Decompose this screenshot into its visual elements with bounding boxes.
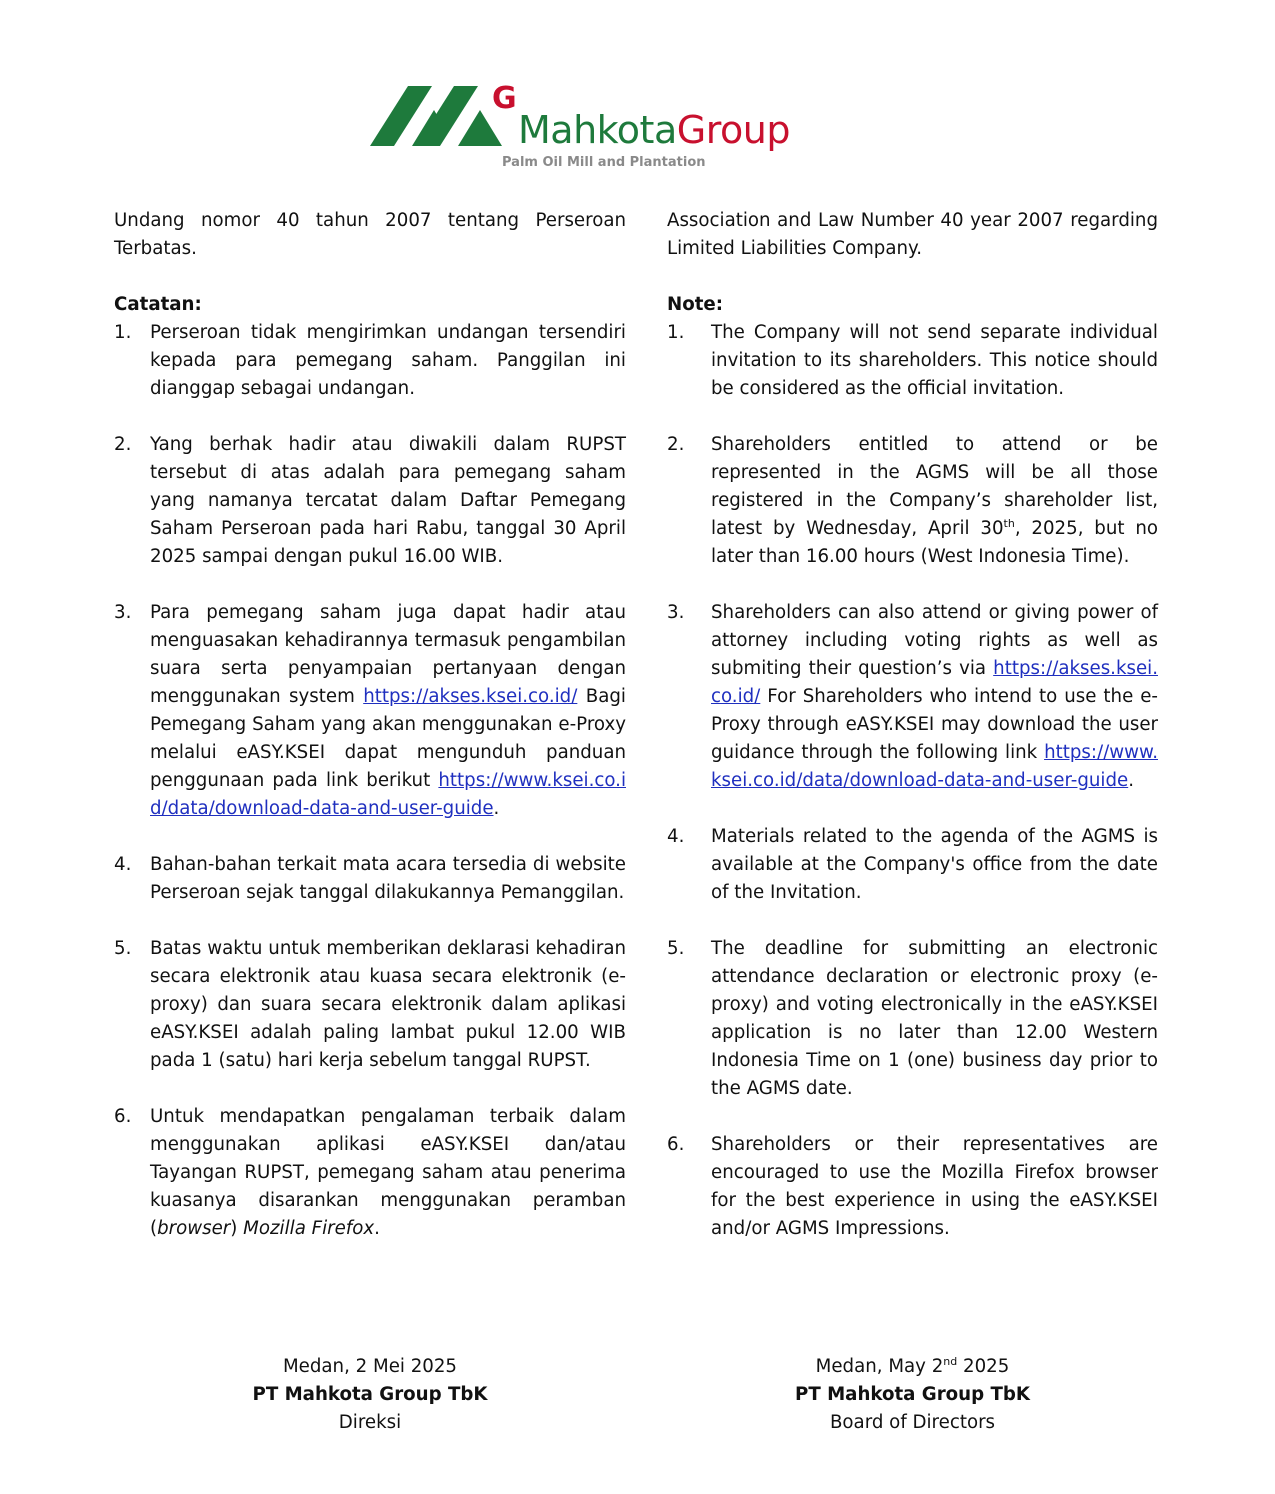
logo-tagline: Palm Oil Mill and Plantation — [502, 155, 706, 170]
note-text: The Company will not send separate individual invitation to its shareholders. This notice should be considered as the official invitation. — [711, 322, 1158, 399]
signature-company: PT Mahkota Group TbK — [252, 1384, 488, 1405]
signature-place-date — [667, 1353, 1158, 1381]
note-item — [667, 823, 1158, 907]
note-number: 1. — [667, 322, 685, 343]
note-text: ) — [230, 1218, 244, 1239]
note-text: Bahan-bahan terkait mata acara tersedia di website Perseroan sejak tanggal dilakukannya Pemanggilan. — [150, 854, 626, 903]
signature-company: PT Mahkota Group TbK — [795, 1384, 1030, 1405]
note-text: Materials related to the agenda of the AGMS is available at the Company's office from the date of the Invitation. — [711, 826, 1158, 903]
note-text: Bagi Pemegang Saham yang akan menggunakan e-Proxy melalui eASY.KSEI dapat mengunduh panduan penggunaan pada link berikut — [150, 686, 626, 791]
note-item — [114, 319, 626, 403]
signature-block-en — [667, 1353, 1158, 1437]
note-item — [667, 431, 1158, 571]
note-text: Untuk mendapatkan pengalaman terbaik dalam menggunakan aplikasi eASY.KSEI dan/atau Tayangan RUPST, pemegang saham atau penerima kuasanya disarankan menggunakan peramban ( — [150, 1106, 626, 1239]
note-text: The deadline for submitting an electronic attendance declaration or electronic proxy (e-proxy) and voting electronically in the eASY.KSEI application is no later than 12.00 Western Indonesia Time on 1 (one) business day prior to the AGMS date. — [711, 938, 1158, 1099]
logo-mark-icon — [370, 80, 530, 150]
english-column — [667, 207, 1158, 1271]
note-text: Shareholders entitled to attend or be represented in the AGMS will be all those registered in the Company’s shareholder list, latest by Wednesday, April 30 — [711, 434, 1158, 539]
note-item — [667, 319, 1158, 403]
ksei-user-guide-link[interactable]: https://www.ksei.co.id/data/download-data-and-user-guide — [711, 742, 1158, 791]
note-number: 5. — [114, 938, 132, 959]
note-italic: browser — [157, 1218, 231, 1239]
note-text: Yang berhak hadir atau diwakili dalam RUPST tersebut di atas adalah para pemegang saham yang namanya tercatat dalam Daftar Pemegang Saham Perseroan pada hari Rabu, tanggal 30 April 2025 sampai dengan pukul 16.00 WIB. — [150, 434, 626, 567]
ordinal-suffix: th — [1003, 516, 1015, 530]
signature-role: Direksi — [338, 1412, 402, 1433]
note-item — [667, 1131, 1158, 1243]
note-item — [114, 599, 626, 823]
note-text: Batas waktu untuk memberikan deklarasi kehadiran secara elektronik atau kuasa secara elektronik (e-proxy) dan suara secara elektronik dalam aplikasi eASY.KSEI adalah paling lambat pukul 12.00 WIB pada 1 (satu) hari kerja sebelum tanggal RUPST. — [150, 938, 626, 1071]
indonesian-column — [114, 207, 626, 1271]
signature-role: Board of Directors — [829, 1412, 996, 1433]
logo-mark-letter: G — [492, 81, 517, 116]
note-item — [114, 431, 626, 571]
note-number: 3. — [667, 602, 685, 623]
note-text: Shareholders or their representatives are encouraged to use the Mozilla Firefox browser for the best experience in using the eASY.KSEI and/or AGMS Impressions. — [711, 1134, 1158, 1239]
note-number: 3. — [114, 602, 132, 623]
signature-place-date: Medan, 2 Mei 2025 — [282, 1356, 458, 1377]
note-text: Perseroan tidak mengirimkan undangan tersendiri kepada para pemegang saham. Panggilan ini dianggap sebagai undangan. — [150, 322, 626, 399]
notes-list — [114, 319, 626, 1243]
note-italic: Mozilla Firefox — [243, 1218, 375, 1239]
notes-heading: Note: — [667, 294, 724, 315]
akses-ksei-link[interactable]: https://akses.ksei.co.id/ — [711, 658, 1158, 707]
note-number: 6. — [114, 1106, 132, 1127]
note-item — [667, 599, 1158, 795]
note-number: 4. — [667, 826, 685, 847]
note-text: . — [1128, 770, 1134, 791]
logo-name-part1: Mahkota — [518, 108, 677, 152]
note-item — [114, 1103, 626, 1243]
note-number: 4. — [114, 854, 132, 875]
note-text: For Shareholders who intend to use the e-Proxy through eASY.KSEI may download the user guidance through the following link — [711, 686, 1158, 763]
signature-date-text: Medan, May 2 — [815, 1356, 944, 1377]
note-text: . — [374, 1218, 380, 1239]
note-number: 2. — [114, 434, 132, 455]
note-text: , 2025, but no later than 16.00 hours (West Indonesia Time). — [711, 518, 1158, 567]
intro-text: Association and Law Number 40 year 2007 regarding Limited Liabilities Company. — [667, 210, 1158, 259]
note-item — [114, 935, 626, 1075]
intro-text: Undang nomor 40 tahun 2007 tentang Perseroan Terbatas. — [114, 210, 626, 259]
note-number: 2. — [667, 434, 685, 455]
company-logo — [370, 80, 840, 180]
note-text: Para pemegang saham juga dapat hadir atau menguasakan kehadirannya termasuk pengambilan suara serta penyampaian pertanyaan dengan menggunakan system — [150, 602, 626, 707]
note-text: . — [493, 798, 500, 819]
notes-heading: Catatan: — [114, 294, 202, 315]
note-text: Shareholders can also attend or giving power of attorney including voting rights as well as submiting their question’s via — [711, 602, 1158, 679]
note-item — [667, 935, 1158, 1103]
logo-name-part2: Group — [676, 108, 790, 152]
note-number: 1. — [114, 322, 132, 343]
note-number: 6. — [667, 1134, 685, 1155]
note-number: 5. — [667, 938, 685, 959]
signature-block-id — [114, 1353, 626, 1437]
logo-wordmark — [518, 108, 790, 152]
signature-date-text: 2025 — [957, 1356, 1010, 1377]
ksei-user-guide-link[interactable]: https://www.ksei.co.id/data/download-data-and-user-guide — [150, 770, 626, 819]
note-item — [114, 851, 626, 907]
notes-list — [667, 319, 1158, 1243]
ordinal-suffix: nd — [943, 1354, 958, 1368]
akses-ksei-link[interactable]: https://akses.ksei.co.id/ — [363, 686, 578, 707]
